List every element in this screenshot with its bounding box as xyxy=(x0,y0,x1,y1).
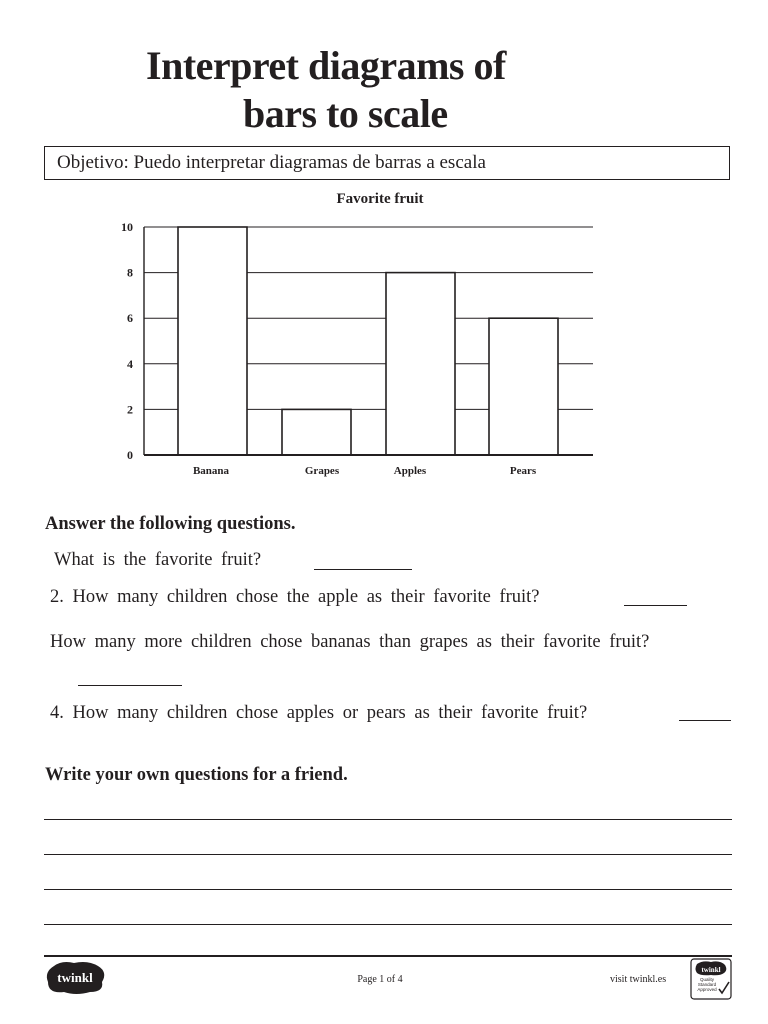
writing-line-4[interactable] xyxy=(44,924,732,925)
question-3: How many more children chose bananas than grapes as their favorite fruit? xyxy=(50,632,650,652)
quality-badge xyxy=(690,958,732,1000)
bar-banana xyxy=(178,227,247,455)
page-title-line2: bars to scale xyxy=(243,91,448,136)
x-category-label: Grapes xyxy=(304,465,340,477)
answer-blank-2[interactable] xyxy=(624,605,687,606)
own-questions-heading: Write your own questions for a friend. xyxy=(45,765,348,785)
writing-line-3[interactable] xyxy=(44,889,732,890)
badge-brand-text: twinkl xyxy=(701,966,721,974)
answer-blank-1[interactable] xyxy=(314,569,412,570)
footer-url[interactable]: visit twinkl.es xyxy=(610,974,667,985)
y-tick-label: 2 xyxy=(127,402,133,417)
twinkl-logo-text: twinkl xyxy=(57,970,93,985)
writing-line-1[interactable] xyxy=(44,819,732,820)
x-category-label: Banana xyxy=(192,465,230,477)
x-category-label: Pears xyxy=(509,465,537,477)
chart-title: Favorite fruit xyxy=(336,191,424,207)
y-tick-label: 10 xyxy=(121,220,133,234)
answer-blank-4[interactable] xyxy=(679,720,731,721)
question-2: 2. How many children chose the apple as their favorite fruit? xyxy=(50,587,540,607)
question-4: 4. How many children chose apples or pears as their favorite fruit? xyxy=(50,703,588,723)
question-1: What is the favorite fruit? xyxy=(54,550,262,570)
bar-chart xyxy=(0,0,768,500)
x-category-label: Apples xyxy=(393,465,427,477)
writing-line-2[interactable] xyxy=(44,854,732,855)
y-tick-label: 4 xyxy=(127,356,133,371)
badge-text: Quality Standard Approved xyxy=(697,977,717,992)
questions-heading: Answer the following questions. xyxy=(45,514,296,534)
bar-apples xyxy=(386,273,455,455)
answer-blank-3[interactable] xyxy=(78,685,182,686)
objective-box: Objetivo: Puedo interpretar diagramas de barras a escala xyxy=(44,146,730,180)
y-tick-label: 0 xyxy=(127,448,133,462)
y-tick-label: 6 xyxy=(127,311,133,326)
y-tick-label: 8 xyxy=(127,265,133,280)
page-title-line1: Interpret diagrams of xyxy=(146,43,506,88)
page-number: Page 1 of 4 xyxy=(357,974,403,985)
footer-divider xyxy=(44,955,732,957)
twinkl-logo xyxy=(44,960,108,996)
bar-grapes xyxy=(282,409,351,455)
bar-pears xyxy=(489,318,558,455)
